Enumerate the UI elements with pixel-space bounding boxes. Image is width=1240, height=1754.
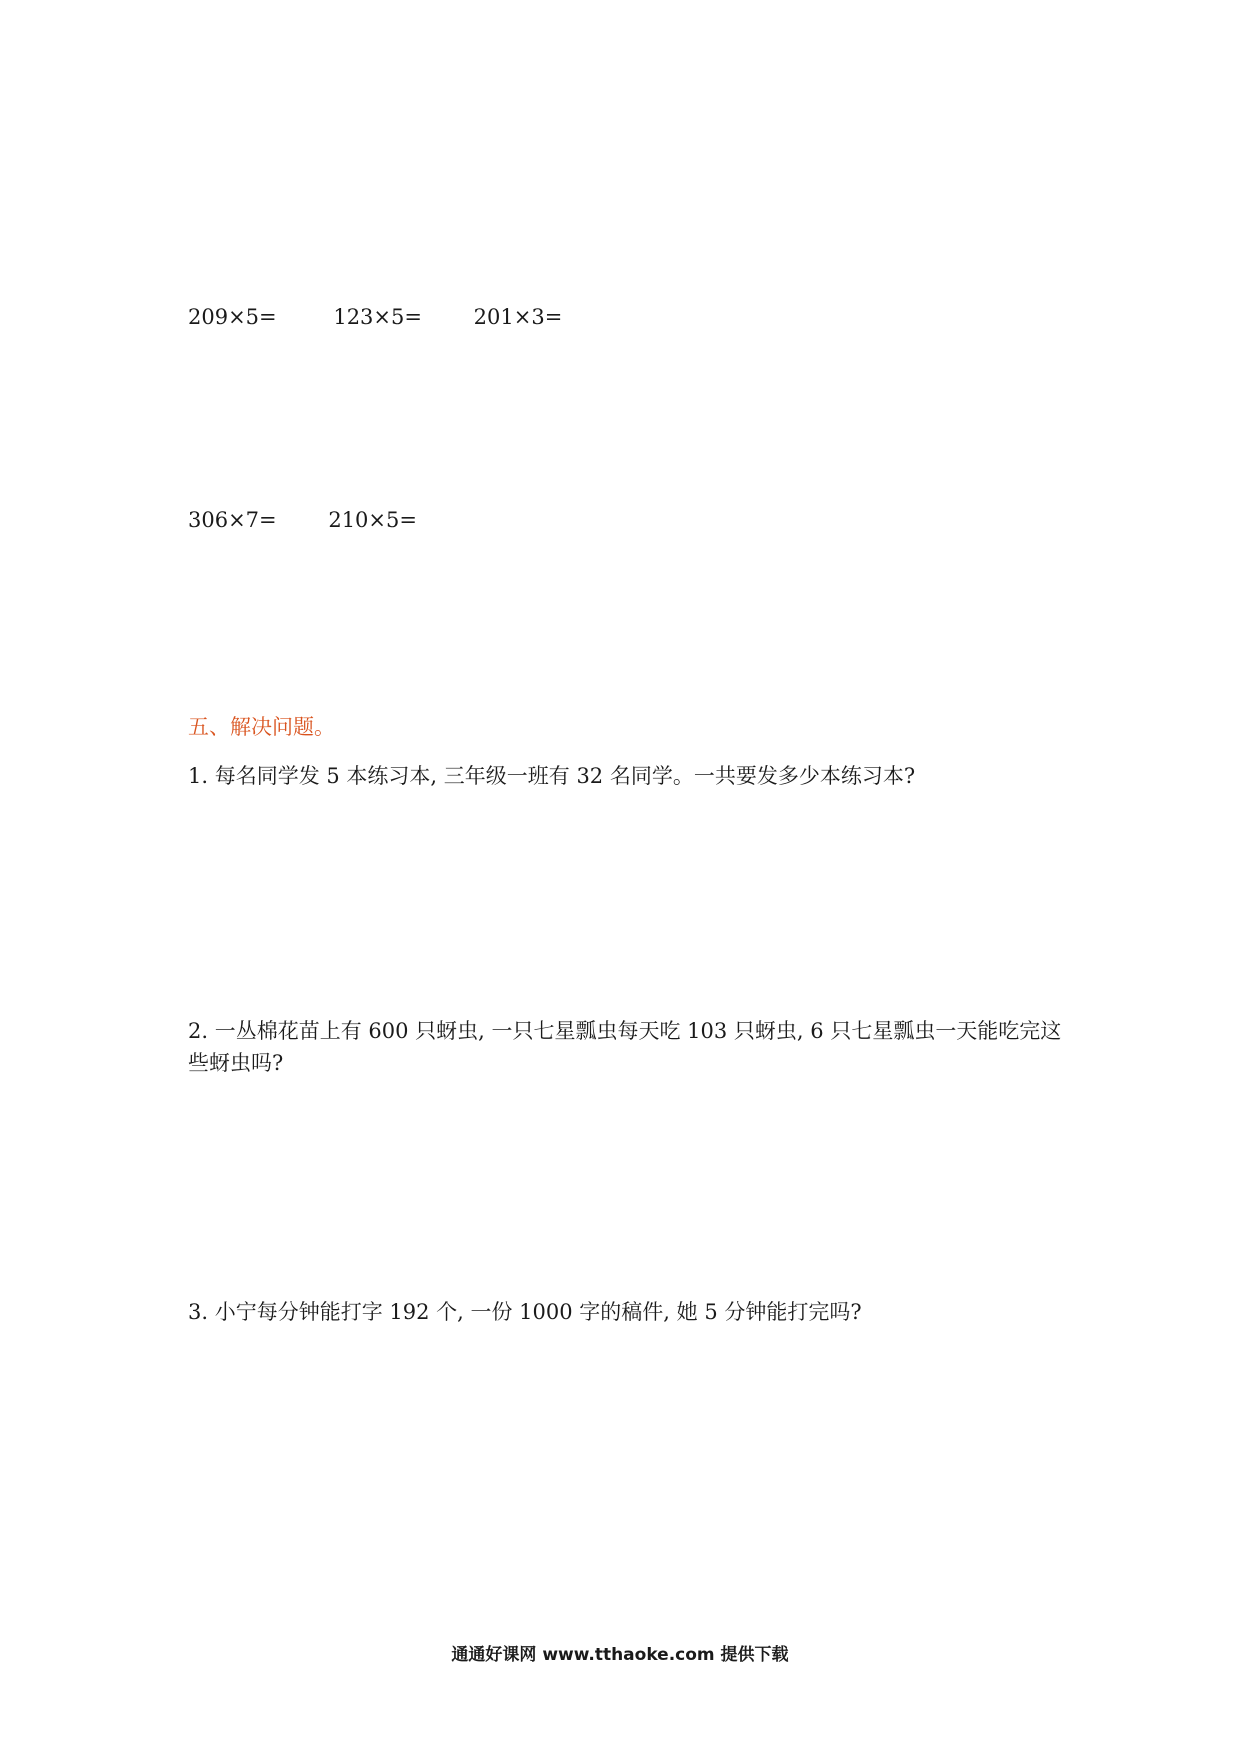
calculation-item: 210×5= bbox=[328, 508, 417, 532]
problem-1: 1. 每名同学发 5 本练习本, 三年级一班有 32 名同学。一共要发多少本练习本? bbox=[188, 764, 916, 788]
calculation-row-2 bbox=[188, 508, 417, 532]
calculation-item: 306×7= bbox=[188, 508, 277, 532]
calculation-item: 209×5= bbox=[188, 305, 277, 329]
problem-3: 3. 小宁每分钟能打字 192 个, 一份 1000 字的稿件, 她 5 分钟能打完吗? bbox=[188, 1300, 862, 1324]
calculation-item: 201×3= bbox=[473, 305, 563, 329]
problem-2: 2. 一丛棉花苗上有 600 只蚜虫, 一只七星瓢虫每天吃 103 只蚜虫, 6 只七星瓢虫一天能吃完这些蚜虫吗? bbox=[188, 1019, 1062, 1075]
footer-credit: 通通好课网 www.tthaoke.com 提供下载 bbox=[451, 1645, 789, 1665]
calculation-row-1 bbox=[188, 305, 562, 329]
section-title: 五、解决问题。 bbox=[188, 715, 335, 739]
calculation-item: 123×5= bbox=[333, 305, 422, 329]
